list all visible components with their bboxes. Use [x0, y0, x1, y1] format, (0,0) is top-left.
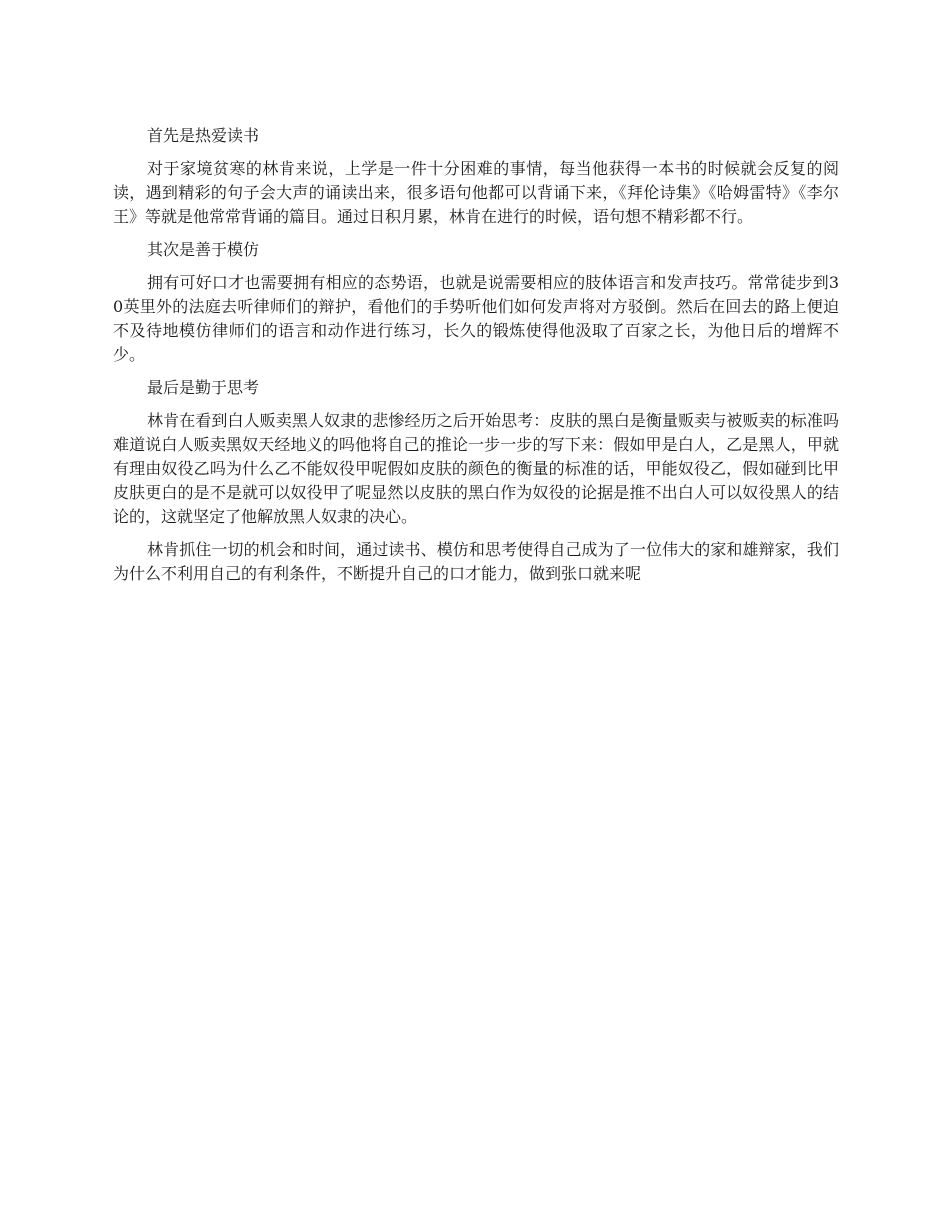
paragraph: 对于家境贫寒的林肯来说，上学是一件十分困难的事情，每当他获得一本书的时候就会反复的阅读，遇到精彩的句子会大声的诵读出来，很多语句他都可以背诵下来，《拜伦诗集》《哈姆雷特》《李尔王》等就是他常常背诵的篇目。通过日积月累，林肯在进行的时候，语句想不精彩都不行。	[113, 159, 839, 226]
paragraph: 拥有可好口才也需要拥有相应的态势语，也就是说需要相应的肢体语言和发声技巧。常常徒步到30英里外的法庭去听律师们的辩护，看他们的手势听他们如何发声将对方驳倒。然后在回去的路上便迫不及待地模仿律师们的语言和动作进行练习，长久的锻炼使得他汲取了百家之长，为他日后的增辉不少。	[113, 273, 839, 364]
document-body	[113, 124, 839, 595]
paragraph: 林肯在看到白人贩卖黑人奴隶的悲惨经历之后开始思考：皮肤的黑白是衡量贩卖与被贩卖的标准吗难道说白人贩卖黑奴天经地义的吗他将自己的推论一步一步的写下来：假如甲是白人，乙是黑人，甲就有理由奴役乙吗为什么乙不能奴役甲呢假如皮肤的颜色的衡量的标准的话，甲能奴役乙，假如碰到比甲皮肤更白的是不是就可以奴役甲了呢显然以皮肤的黑白作为奴役的论据是推不出白人可以奴役黑人的结论的，这就坚定了他解放黑人奴隶的决心。	[113, 411, 839, 526]
section-heading: 最后是勤于思考	[147, 378, 260, 397]
section-heading: 首先是热爱读书	[147, 126, 260, 145]
paragraph: 林肯抓住一切的机会和时间，通过读书、模仿和思考使得自己成为了一位伟大的家和雄辩家，我们为什么不利用自己的有利条件，不断提升自己的口才能力，做到张口就来呢	[113, 540, 839, 583]
section-heading: 其次是善于模仿	[147, 240, 260, 259]
